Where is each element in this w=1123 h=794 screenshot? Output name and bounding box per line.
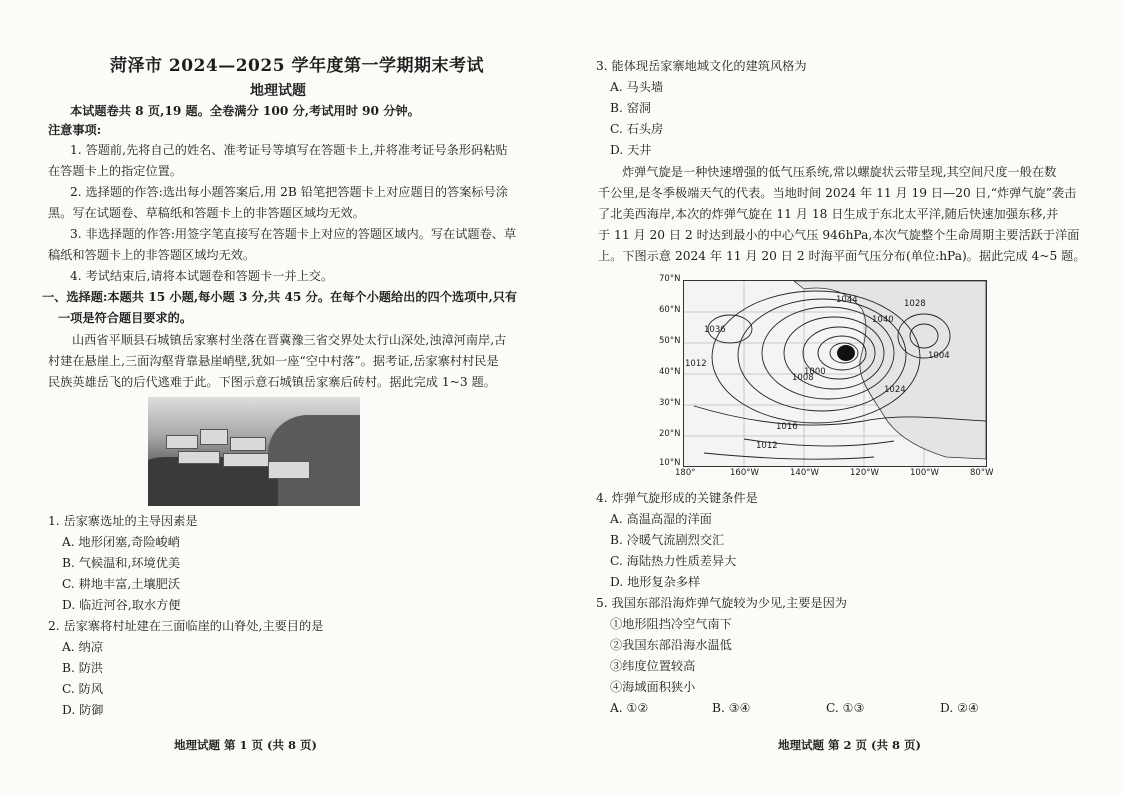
question-1-stem: 1. 岳家寨选址的主导因素是	[48, 514, 198, 528]
question-2-stem: 2. 岳家寨将村址建在三面临崖的山脊处,主要目的是	[48, 619, 324, 633]
question-1-option[interactable]: A. 地形闭塞,奇险峻峭	[62, 535, 180, 549]
notice-line: 4. 考试结束后,请将本试题卷和答题卡一并上交。	[70, 269, 334, 283]
question-2-option[interactable]: A. 纳凉	[62, 640, 103, 654]
page-footer: 地理试题 第 1 页 (共 8 页)	[174, 738, 317, 752]
question-5-stem: 5. 我国东部沿海炸弹气旋较为少见,主要是因为	[596, 596, 847, 610]
question-1-option[interactable]: C. 耕地丰富,土壤肥沃	[62, 577, 181, 591]
question-1-option[interactable]: B. 气候温和,环境优美	[62, 556, 181, 570]
question-1-option[interactable]: D. 临近河谷,取水方便	[62, 598, 181, 612]
question-5-item: ②我国东部沿海水温低	[610, 638, 732, 652]
notice-line: 2. 选择题的作答:选出每小题答案后,用 2B 铅笔把答题卡上对应题目的答案标号涂	[70, 185, 508, 199]
isobar-label: 1004	[928, 351, 950, 361]
question-5-option[interactable]: B. ③④	[712, 701, 751, 715]
isobar-label: 1016	[776, 422, 798, 432]
lon-label: 180°	[675, 468, 696, 478]
section-heading: 一、选择题:本题共 15 小题,每小题 3 分,共 45 分。在每个小题给出的四个选项中,只有	[42, 290, 518, 304]
passage-line: 千公里,是冬季极端天气的代表。当地时间 2024 年 11 月 19 日—20 日,“炸弹气旋”袭击	[598, 186, 1077, 200]
notice-line: 1. 答题前,先将自己的姓名、准考证号等填写在答题卡上,并将准考证号条形码粘贴	[70, 143, 508, 157]
lat-label: 10°N	[659, 458, 681, 468]
isobar-label: 1000	[804, 367, 826, 377]
lon-label: 100°W	[910, 468, 939, 478]
passage-line: 炸弹气旋是一种快速增强的低气压系统,常以螺旋状云带呈现,其空间尺度一般在数	[622, 165, 1057, 179]
sea-level-pressure-map	[683, 280, 987, 467]
exam-title: 菏泽市 2024—2025 学年度第一学期期末考试	[110, 56, 484, 76]
isobar-label: 1040	[872, 315, 894, 325]
question-4-stem: 4. 炸弹气旋形成的关键条件是	[596, 491, 758, 505]
lon-label: 120°W	[850, 468, 879, 478]
lat-label: 70°N	[659, 274, 681, 284]
question-5-item: ①地形阻挡冷空气南下	[610, 617, 732, 631]
lat-label: 60°N	[659, 305, 681, 315]
passage-line: 山西省平顺县石城镇岳家寨村坐落在晋冀豫三省交界处太行山深处,浊漳河南岸,古	[72, 333, 507, 347]
isobar-label: 1012	[756, 441, 778, 451]
question-4-option[interactable]: A. 高温高湿的洋面	[610, 512, 712, 526]
notice-line: 在答题卡上的指定位置。	[48, 164, 183, 178]
question-3-option[interactable]: A. 马头墙	[610, 80, 664, 94]
lon-label: 80°W	[970, 468, 994, 478]
section-heading-cont: 一项是符合题目要求的。	[58, 311, 193, 325]
question-5-option[interactable]: A. ①②	[610, 701, 649, 715]
isobar-label: 1024	[884, 385, 906, 395]
passage-line: 村建在悬崖上,三面沟壑背靠悬崖峭壁,犹如一座“空中村落”。据考证,岳家寨村村民是	[48, 354, 499, 368]
isobar-label: 1028	[904, 299, 926, 309]
isobar-drawing	[684, 281, 986, 466]
question-4-option[interactable]: D. 地形复杂多样	[610, 575, 701, 589]
notice-line: 稿纸和答题卡上的非答题区域均无效。	[48, 248, 256, 262]
lon-label: 160°W	[730, 468, 759, 478]
question-2-option[interactable]: D. 防御	[62, 703, 104, 717]
question-4-option[interactable]: C. 海陆热力性质差异大	[610, 554, 737, 568]
question-4-option[interactable]: B. 冷暖气流剧烈交汇	[610, 533, 725, 547]
isobar-label: 1012	[685, 359, 707, 369]
lat-label: 20°N	[659, 429, 681, 439]
page-footer: 地理试题 第 2 页 (共 8 页)	[778, 738, 921, 752]
lat-label: 40°N	[659, 367, 681, 377]
isobar-label: 1036	[704, 325, 726, 335]
isobar-label: 1008	[792, 373, 814, 383]
question-3-stem: 3. 能体现岳家寨地域文化的建筑风格为	[596, 59, 807, 73]
notice-line: 3. 非选择题的作答:用签字笔直接写在答题卡上对应的答题区域内。写在试题卷、草	[70, 227, 517, 241]
question-5-item: ③纬度位置较高	[610, 659, 696, 673]
lon-label: 140°W	[790, 468, 819, 478]
notice-line: 黑。写在试题卷、草稿纸和答题卡上的非答题区域均无效。	[48, 206, 365, 220]
question-2-option[interactable]: C. 防风	[62, 682, 104, 696]
question-3-option[interactable]: B. 窑洞	[610, 101, 652, 115]
question-5-item: ④海域面积狭小	[610, 680, 696, 694]
isobar-label: 1044	[836, 295, 858, 305]
lat-label: 30°N	[659, 398, 681, 408]
question-5-option[interactable]: C. ①③	[826, 701, 865, 715]
question-2-option[interactable]: B. 防洪	[62, 661, 104, 675]
question-3-option[interactable]: C. 石头房	[610, 122, 664, 136]
passage-line: 了北美西海岸,本次的炸弹气旋在 11 月 18 日生成于东北太平洋,随后快速加强东移,并	[598, 207, 1059, 221]
village-photo	[148, 397, 360, 506]
passage-line: 上。下图示意 2024 年 11 月 20 日 2 时海平面气压分布(单位:hPa)。据此完成 4~5 题。	[598, 249, 1086, 263]
lat-label: 50°N	[659, 336, 681, 346]
question-5-option[interactable]: D. ②④	[940, 701, 979, 715]
question-3-option[interactable]: D. 天井	[610, 143, 652, 157]
passage-line: 于 11 月 20 日 2 时达到最小的中心气压 946hPa,本次气旋整个生命周期主要活跃于洋面	[598, 228, 1080, 242]
notice-heading: 注意事项:	[48, 123, 102, 137]
exam-info: 本试题卷共 8 页,19 题。全卷满分 100 分,考试用时 90 分钟。	[70, 104, 420, 118]
passage-line: 民族英雄岳飞的后代逃难于此。下图示意石城镇岳家寨后砖村。据此完成 1~3 题。	[48, 375, 496, 389]
exam-subtitle: 地理试题	[250, 83, 306, 99]
